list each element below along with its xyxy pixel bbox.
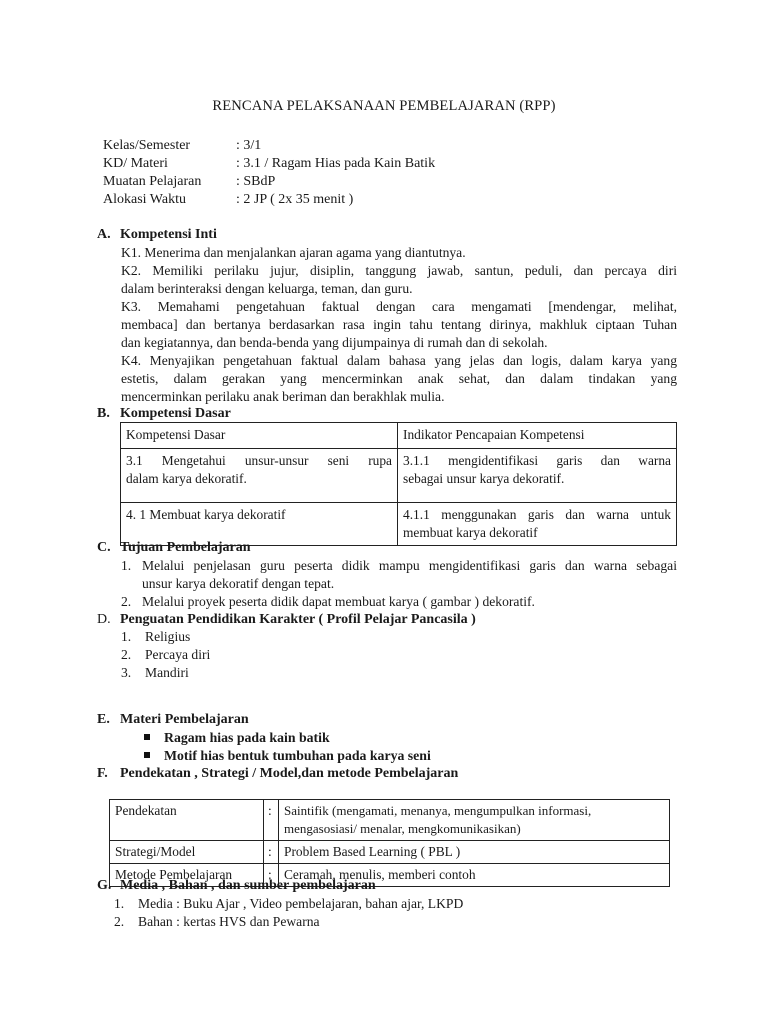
- section-title: Pendekatan , Strategi / Model,dan metode Pembelajaran: [120, 766, 459, 781]
- table-header-row: [121, 423, 677, 449]
- table-cell: [279, 800, 670, 841]
- list-number: 1.: [114, 896, 125, 911]
- cell-line: sebagai unsur karya dekoratif.: [403, 471, 565, 486]
- section-e-heading: [97, 711, 249, 729]
- list-item: [121, 628, 190, 646]
- ki-line: K2. Memiliki perilaku jujur, disiplin, tanggung jawab, santun, peduli, dan percaya diri: [121, 263, 677, 278]
- square-bullet-icon: [144, 734, 150, 740]
- tujuan-number: 1.: [121, 558, 132, 573]
- list-text: Mandiri: [145, 665, 189, 680]
- section-f-heading: [97, 765, 458, 783]
- table-cell: Pendekatan: [110, 800, 264, 841]
- list-text: Motif hias bentuk tumbuhan pada karya seni: [164, 748, 431, 763]
- kd-table: [120, 422, 677, 546]
- section-letter: C.: [97, 540, 111, 555]
- list-text: Ragam hias pada kain batik: [164, 730, 330, 745]
- section-letter: E.: [97, 712, 110, 727]
- table-cell: Metode Pembelajaran: [110, 864, 264, 887]
- pendekatan-table: [109, 799, 670, 887]
- ki-line: K4. Menyajikan pengetahuan faktual dalam bahasa yang jelas dan logis, dalam karya yang: [121, 353, 677, 368]
- tujuan-number: 2.: [121, 594, 132, 609]
- list-number: 1.: [121, 629, 132, 644]
- table-cell: [398, 449, 677, 503]
- table-cell: :: [264, 841, 279, 864]
- list-item: [121, 646, 210, 664]
- list-item: [144, 729, 330, 747]
- section-title: Kompetensi Dasar: [120, 406, 231, 421]
- cell-line: Saintifik (mengamati, menanya, mengumpulkan informasi,: [284, 803, 592, 818]
- section-title: Tujuan Pembelajaran: [120, 540, 251, 555]
- table-row: [121, 449, 677, 503]
- section-a-heading: [97, 226, 217, 244]
- square-bullet-icon: [144, 752, 150, 758]
- section-title: Kompetensi Inti: [120, 227, 217, 242]
- section-letter: B.: [97, 406, 110, 421]
- list-item: [114, 895, 463, 913]
- info-label-alokasi: Alokasi Waktu: [103, 192, 186, 207]
- list-text: Percaya diri: [145, 647, 211, 662]
- ki-line: membaca] dan bertanya berdasarkan rasa ingin tahu tentang dirinya, makhluk ciptaan Tuhan: [121, 317, 677, 332]
- cell-line: dalam karya dekoratif.: [126, 471, 247, 486]
- section-title: Penguatan Pendidikan Karakter ( Profil Pelajar Pancasila ): [120, 612, 476, 627]
- info-value-kelas: : 3/1: [236, 138, 262, 153]
- cell-line: 3.1.1 mengidentifikasi garis dan warna: [403, 453, 671, 468]
- ki-k4: [121, 352, 677, 406]
- ki-line: estetis, dalam gerakan yang mencerminkan anak sehat, dan dalam tindakan yang: [121, 371, 677, 386]
- list-text: Media : Buku Ajar , Video pembelajaran, bahan ajar, LKPD: [138, 896, 464, 911]
- list-item: [114, 913, 320, 931]
- table-row: [110, 800, 670, 841]
- table-header-cell: Kompetensi Dasar: [121, 423, 398, 449]
- table-cell: Strategi/Model: [110, 841, 264, 864]
- info-label-muatan: Muatan Pelajaran: [103, 174, 202, 189]
- list-line: unsur karya dekoratif dengan tepat.: [142, 576, 335, 591]
- section-d-heading: [97, 611, 476, 629]
- info-value-muatan: : SBdP: [236, 174, 276, 189]
- section-g-heading: [97, 877, 376, 895]
- table-cell: :: [264, 864, 279, 887]
- list-text: Bahan : kertas HVS dan Pewarna: [138, 914, 320, 929]
- cell-line: 3.1 Mengetahui unsur-unsur seni rupa: [126, 453, 392, 468]
- ki-line: dan kegiatannya, dan benda-benda yang dijumpainya di rumah dan di sekolah.: [121, 335, 548, 350]
- section-title: Materi Pembelajaran: [120, 712, 249, 727]
- info-value-kd: : 3.1 / Ragam Hias pada Kain Batik: [236, 156, 436, 171]
- tujuan-item-1: [142, 557, 677, 593]
- list-item: [144, 747, 431, 765]
- list-number: 2.: [121, 647, 132, 662]
- list-number: 3.: [121, 665, 132, 680]
- section-title: Media , Bahan , dan sumber pembelajaran: [120, 878, 376, 893]
- info-label-kd: KD/ Materi: [103, 156, 168, 171]
- table-header-cell: Indikator Pencapaian Kompetensi: [398, 423, 677, 449]
- document-title: RENCANA PELAKSANAAN PEMBELAJARAN (RPP): [212, 98, 556, 114]
- section-letter: G.: [97, 878, 112, 893]
- table-row: [110, 841, 670, 864]
- table-cell: [121, 449, 398, 503]
- section-b-heading: [97, 405, 231, 423]
- table-cell: [398, 503, 677, 546]
- list-item: [121, 664, 189, 682]
- table-cell: Ceramah, menulis, memberi contoh: [279, 864, 670, 887]
- ki-k1: [121, 244, 677, 262]
- table-cell: :: [264, 800, 279, 841]
- ki-line: mencerminkan perilaku anak beriman dan berakhlak mulia.: [121, 389, 445, 404]
- cell-line: mengasosiasi/ menalar, mengkomunikasikan): [284, 821, 521, 836]
- section-letter: F.: [97, 766, 108, 781]
- cell-line: 4. 1 Membuat karya dekoratif: [126, 507, 286, 522]
- ki-k2: [121, 262, 677, 298]
- section-letter: D.: [97, 612, 111, 627]
- table-cell: Problem Based Learning ( PBL ): [279, 841, 670, 864]
- info-value-alokasi: : 2 JP ( 2x 35 menit ): [236, 192, 354, 207]
- section-c-heading: [97, 539, 251, 557]
- ki-line: K1. Menerima dan menjalankan ajaran agama yang diantutnya.: [121, 245, 466, 260]
- cell-line: 4.1.1 menggunakan garis dan warna untuk: [403, 507, 671, 522]
- list-number: 2.: [114, 914, 125, 929]
- list-text: Religius: [145, 629, 191, 644]
- tujuan-item-2: Melalui proyek peserta didik dapat membuat karya ( gambar ) dekoratif.: [142, 594, 535, 609]
- ki-line: K3. Memahami pengetahuan faktual dengan cara mengamati [mendengar, melihat,: [121, 299, 677, 314]
- section-letter: A.: [97, 227, 111, 242]
- ki-k3: [121, 298, 677, 352]
- ki-line: dalam berinteraksi dengan keluarga, teman, dan guru.: [121, 281, 413, 296]
- list-line: Melalui penjelasan guru peserta didik mampu mengidentifikasi garis dan warna sebagai: [142, 558, 677, 573]
- cell-line: membuat karya dekoratif: [403, 525, 538, 540]
- info-label-kelas: Kelas/Semester: [103, 138, 191, 153]
